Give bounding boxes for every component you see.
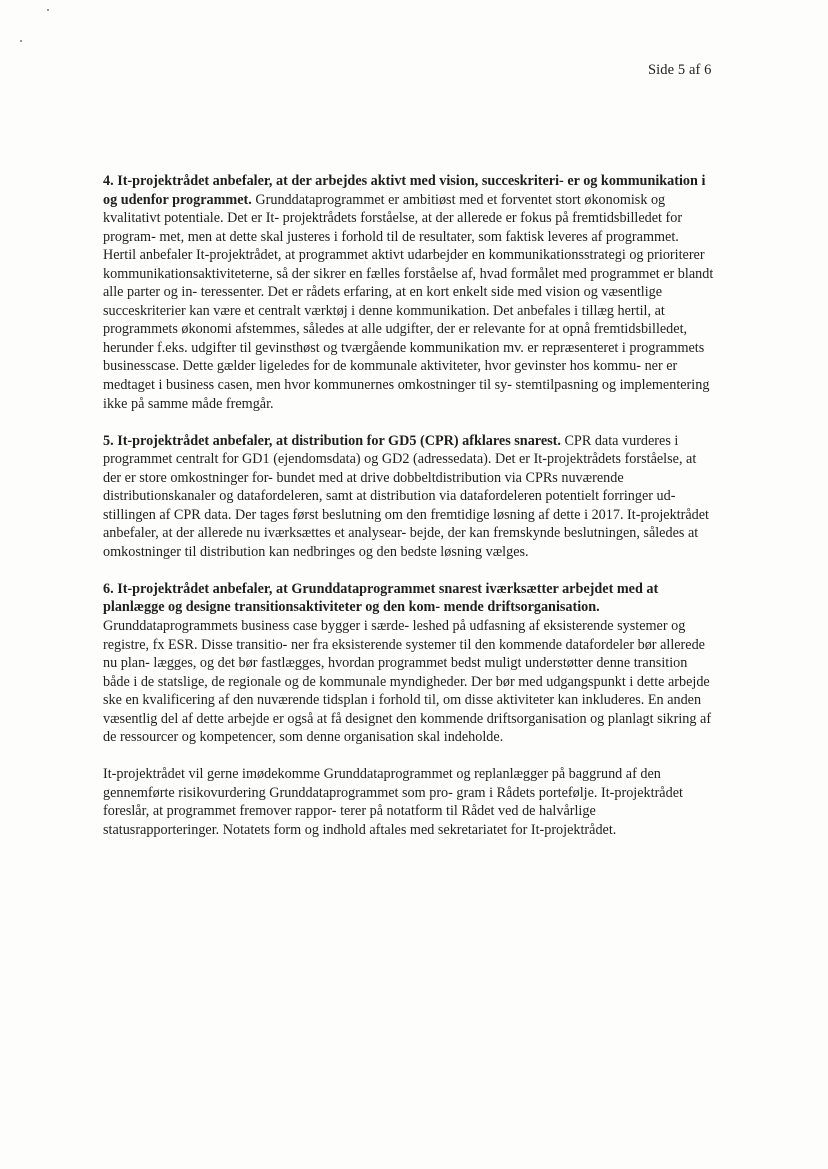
recommendation-6-heading: 6. It-projektrådet anbefaler, at Grunddataprogrammet snarest iværksætter arbejdet med at planlægge og designe transitionsaktiviteter og den kom- mende driftsorganisation.	[103, 580, 659, 616]
scan-speck	[47, 9, 49, 11]
closing-paragraph-text: It-projektrådet vil gerne imødekomme Grunddataprogrammet og replanlægger på baggrund af den gennemførte risikovurdering Grunddataprogrammet som pro- gram i Rådets portefølje. It-projektrådet foreslår, at programmet fremover rappor- terer på notatform til Rådet ved de halvårlige statusrapporteringer. Notatets form og indhold aftales med sekretariatet for It-projektrådet.	[103, 766, 683, 838]
page-number: Side 5 af 6	[648, 62, 712, 78]
recommendation-6	[103, 580, 715, 747]
recommendation-4-text: Grunddataprogrammet er ambitiøst med et forventet stort økonomisk og kvalitativt potentiale. Det er It- projektrådets forståelse, at der allerede er fokus på fremtidsbilledet for program- met, men at dette skal justeres i forhold til de resultater, som faktisk leveres af programmet. Hertil anbefaler It-projektrådet, at programmet aktivt udarbejder en kommunikationsstrategi og prioriterer kommunikationsaktiviteterne, så der sikrer en fælles forståelse af, hvad formålet med programmet er blandt alle parter og in- teressenter. Det er rådets erfaring, at en kort enkelt side med vision og væsentlige succeskriterier kan være et centralt værktøj i denne kommunikation. Det anbefales i tillæg hertil, at programmets økonomi afstemmes, således at alle udgifter, der er relevante for at opnå fremtidsbilledet, herunder f.eks. udgifter til gevinsthøst og tværgående kommunikation mv. er repræsenteret i programmets businesscase. Dette gælder ligeledes for de kommunale aktiviteter, hvor gevinster hos kommu- ner er medtaget i business casen, men hvor kommunernes omkostninger til sy- stemtilpasning og implementering ikke på samme måde fremgår.	[103, 191, 714, 412]
recommendation-4-heading: 4. It-projektrådet anbefaler, at der arbejdes aktivt med vision, succeskriteri- er og kommunikation i og udenfor programmet.	[103, 173, 706, 208]
scan-speck	[20, 40, 22, 42]
recommendation-4	[103, 172, 715, 413]
recommendation-6-text: Grunddataprogrammets business case bygger i særde- leshed på udfasning af eksisterende systemer og registre, fx ESR. Disse transitio- ner fra eksisterende systemer til den kommende datafordeler bør allerede nu plan- lægges, og det bør fastlægges, hvordan programmet bedst muligt understøtter denne transition både i de statslige, de regionale og de kommunale myndigheder. Der bør med udgangspunkt i dette arbejde ske en kvalificering af den nuværende tidsplan i forhold til, om disse aktiviteter kan inkluderes. En anden væsentlig del af dette arbejde er også at få designet den kommende driftsorganisation og planlagt sikring af de ressourcer og kompetencer, som denne organisation skal indeholde.	[103, 618, 712, 746]
document-body	[103, 172, 715, 840]
recommendation-5	[103, 432, 715, 562]
closing-paragraph	[103, 765, 715, 839]
recommendation-5-text: CPR data vurderes i programmet centralt for GD1 (ejendomsdata) og GD2 (adressedata). Det er It-projektrådets forståelse, at der er store omkostninger for- bundet med at drive dobbeltdistribution via CPRs nuværende distributionskanaler og datafordeleren, samt at distribution via datafordeleren potentielt forringer ud- stillingen af CPR data. Der tages først beslutning om den fremtidige løsning af dette i 2017. It-projektrådet anbefaler, at der allerede nu iværksættes et analysear- bejde, der kan fremskynde beslutningen, således at omkostninger til distribution kan nedbringes og den bedste løsning vælges.	[103, 432, 709, 560]
recommendation-5-heading: 5. It-projektrådet anbefaler, at distribution for GD5 (CPR) afklares snarest.	[103, 432, 561, 449]
